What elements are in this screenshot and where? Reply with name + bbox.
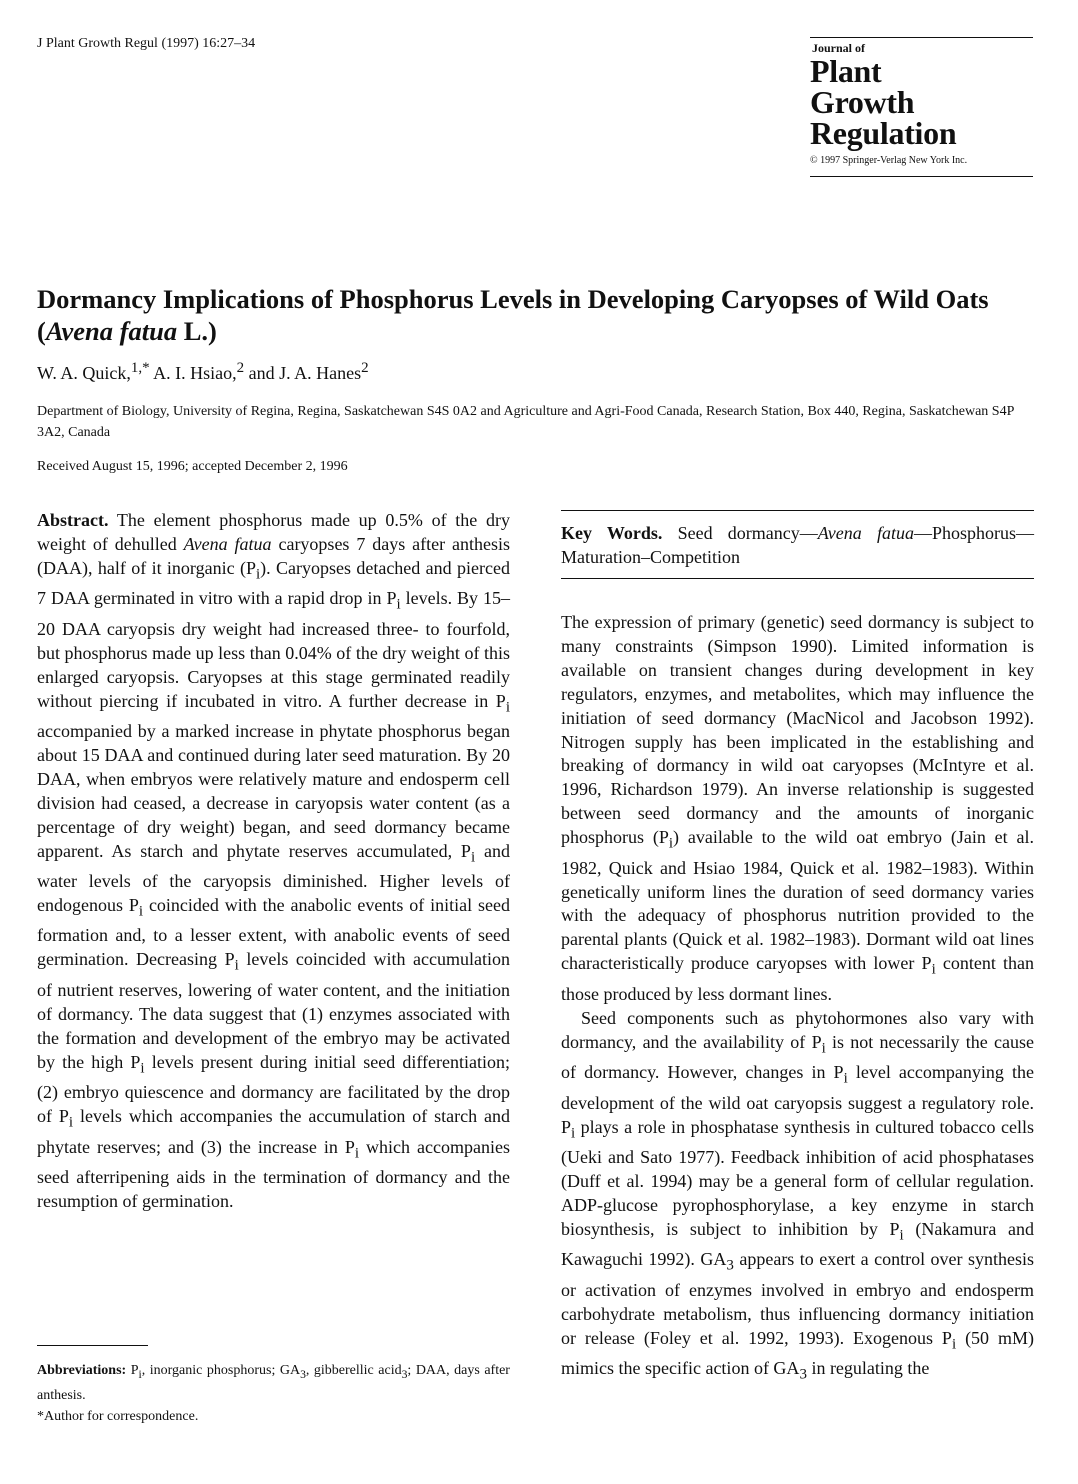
journal-citation: J Plant Growth Regul (1997) 16:27–34 [37, 36, 256, 51]
journal-logo-growth: Growth [810, 84, 915, 120]
abbreviations-note: Abbreviations: $P_i$, inorganic phosphorus; $GA_3$, gibberellic acid$_3$; DAA, days after anthesis. [37, 1363, 510, 1403]
correspondence-note: *Author for correspondence. [37, 1408, 199, 1424]
journal-logo [810, 37, 1033, 177]
affiliation: Department of Biology, University of Regina, Regina, Saskatchewan S4S 0A2 and Agriculture and Agri-Food Canada, Research Station, Box 440, Regina, Saskatchewan S4P 3A2, Canada [37, 404, 1014, 440]
paragraph-1: The expression of primary (genetic) seed dormancy is subject to many constraints (Simpson 1990). Limited information is available on transient changes during development in key regulators, enzymes, and metabolites, which may influence the initiation of seed dormancy (MacNicol and Jacobson 1992). Nitrogen supply has been implicated in the establishing and breaking of dormancy in wild oat caryopses (McIntyre et al. 1996, Richardson 1979). An inverse relationship is suggested between seed dormancy and the amounts of inorganic phosphorus $(P_i)$ available to the wild oat embryo (Jain et al. 1982, Quick and Hsiao 1984, Quick et al. 1982–1983). Within genetically uniform lines the duration of seed dormancy varies with the adequacy of phosphorus nutrition provided to the parental plants (Quick et al. 1982–1983). Dormant wild oat lines characteristically produce caryopses with lower $P_i$ content than those produced by less dormant lines. [561, 612, 1035, 1004]
key-words: Key Words. Seed dormancy—Avena fatua—Phosphorus—Maturation–Competition [561, 510, 1034, 579]
body-text [561, 611, 1034, 1388]
received-dates: Received August 15, 1996; accepted December 2, 1996 [37, 459, 348, 474]
journal-logo-of: Journal of [812, 41, 866, 55]
key-words-label: Key Words. [561, 523, 663, 543]
journal-logo-plant: Plant [810, 53, 882, 89]
footnote-divider [37, 1345, 148, 1346]
paragraph-2: Seed components such as phytohormones also vary with dormancy, and the availability of $P_i$ is not necessarily the cause of dormancy. However, changes in $P_i$ level accompanying the development of the wild oat caryopsis suggest a regulatory role. $P_i$ plays a role in phosphatase synthesis in cultured tobacco cells (Ueki and Sato 1977). Feedback inhibition of acid phosphatases (Duff et al. 1994) may be a general form of cellular regulation. ADP-glucose pyrophosphorylase, a key enzyme in starch biosynthesis, is subject to inhibition by $P_i$ (Nakamura and Kawaguchi 1992). $GA_3$ appears to exert a control over synthesis or activation of enzymes involved in embryo and endosperm carbohydrate metabolism, thus influencing dormancy initiation or release (Foley et al. 1992, 1993). Exogenous $P_i$ (50 mM) mimics the specific action of $GA_3$ in regulating the [561, 1007, 1035, 1383]
abstract: Abstract. The element phosphorus made up 0.5% of the dry weight of dehulled Avena fatua caryopses 7 days after anthesis (DAA), half of it inorganic $(P_i)$. Caryopses detached and pierced 7 DAA germinated in vitro with a rapid drop in $P_i$ levels. By 15–20 DAA caryopsis dry weight had increased three- to fourfold, but phosphorus made up less than 0.04% of the dry weight of this enlarged caryopsis. Caryopses at this stage germinated readily without piercing if incubated in vitro. A further decrease in $P_i$ accompanied by a marked increase in phytate phosphorus began about 15 DAA and continued during later seed maturation. By 20 DAA, when embryos were relatively mature and endosperm cell division had ceased, a decrease in caryopsis water content (as a percentage of dry weight) began, and seed dormancy became apparent. As starch and phytate reserves accumulated, $P_i$ and water levels of the caryopsis diminished. Higher levels of endogenous $P_i$ coincided with the anabolic events of initial seed formation and, to a lesser extent, with anabolic events of seed germination. Decreasing $P_i$ levels coincided with accumulation of nutrient reserves, lowering of water content, and the initiation of dormancy. The data suggest that (1) enzymes associated with the formation and development of the embryo may be activated by the high $P_i$ levels present during initial seed differentiation; (2) embryo quiescence and dormancy are facilitated by the drop of $P_i$ levels which accompanies the accumulation of starch and phytate reserves; and (3) the increase in $P_i$ which accompanies seed afterripening aids in the termination of dormancy and the resumption of germination. [37, 510, 511, 1211]
author-list: W. A. Quick,$^{1,*}$ A. I. Hsiao,$^2$ and J. A. Hanes$^2$ [37, 360, 369, 383]
footnotes [37, 1360, 510, 1427]
journal-copyright: © 1997 Springer-Verlag New York Inc. [810, 155, 968, 166]
abstract-label: Abstract. [37, 510, 109, 530]
journal-logo-regulation: Regulation [810, 115, 957, 151]
article-title: Dormancy Implications of Phosphorus Levels in Developing Caryopses of Wild Oats (Avena fatua L.) [37, 284, 989, 346]
